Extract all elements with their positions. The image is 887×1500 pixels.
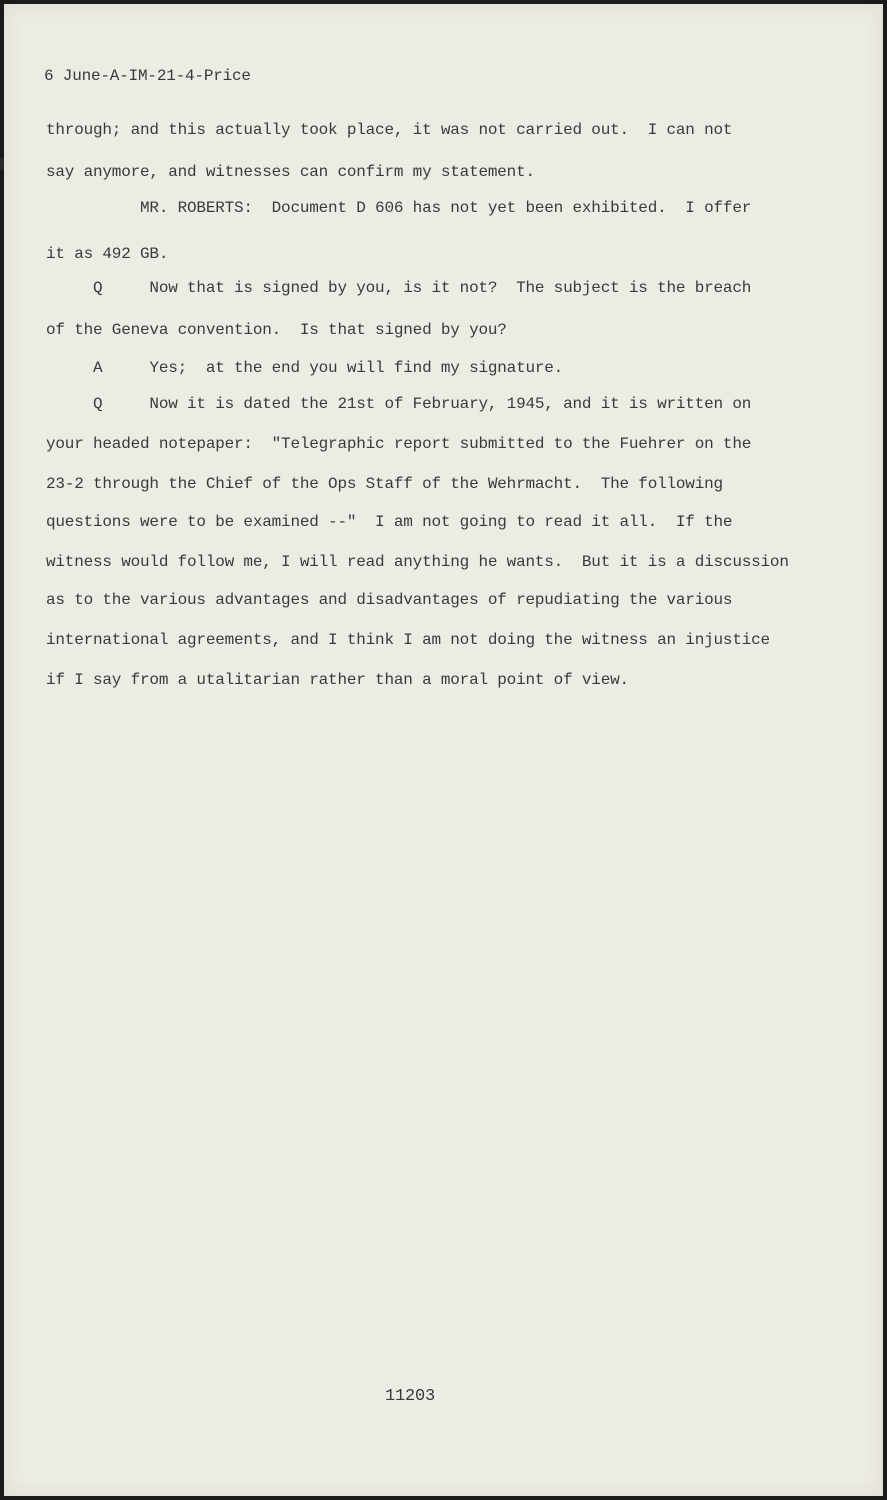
document-page bbox=[4, 4, 883, 1496]
text-line: MR. ROBERTS: Document D 606 has not yet been exhibited. I offer bbox=[46, 199, 752, 217]
text-line: international agreements, and I think I am not doing the witness an injustice bbox=[46, 631, 770, 649]
text-line: of the Geneva convention. Is that signed by you? bbox=[46, 321, 507, 339]
text-line: your headed notepaper: "Telegraphic report submitted to the Fuehrer on the bbox=[46, 435, 752, 453]
margin-mark bbox=[0, 158, 4, 170]
text-line: if I say from a utalitarian rather than a moral point of view. bbox=[46, 671, 629, 689]
text-line: Q Now that is signed by you, is it not? The subject is the breach bbox=[46, 279, 752, 297]
text-line: say anymore, and witnesses can confirm my statement. bbox=[46, 163, 535, 181]
text-line: it as 492 GB. bbox=[46, 245, 169, 263]
text-line: 23-2 through the Chief of the Ops Staff of the Wehrmacht. The following bbox=[46, 475, 723, 493]
scan-border bbox=[0, 1496, 887, 1500]
text-line: questions were to be examined --" I am not going to read it all. If the bbox=[46, 513, 733, 531]
text-line: A Yes; at the end you will find my signature. bbox=[46, 359, 564, 377]
page-number: 11203 bbox=[385, 1387, 436, 1406]
text-line: Q Now it is dated the 21st of February, 1945, and it is written on bbox=[46, 395, 752, 413]
text-line: witness would follow me, I will read anything he wants. But it is a discussion bbox=[46, 553, 789, 571]
text-line: as to the various advantages and disadvantages of repudiating the various bbox=[46, 591, 733, 609]
page-header: 6 June-A-IM-21-4-Price bbox=[44, 67, 251, 85]
text-line: through; and this actually took place, it was not carried out. I can not bbox=[46, 121, 733, 139]
